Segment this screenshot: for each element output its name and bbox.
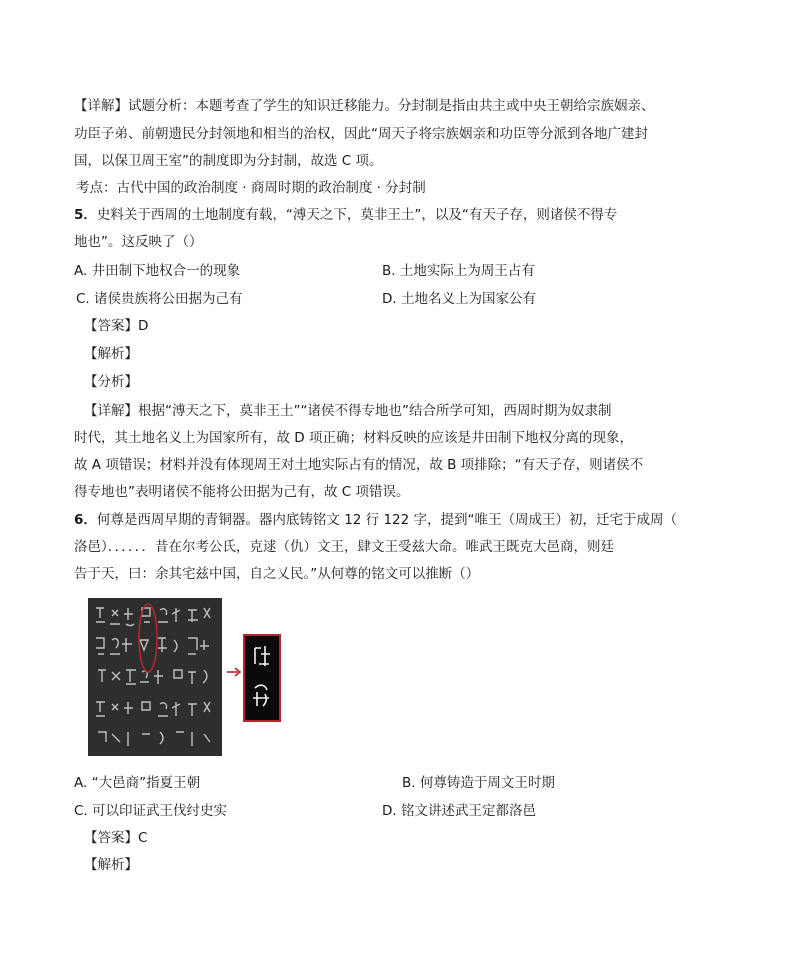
q6-number: 6．	[74, 512, 97, 528]
q5-option-c[interactable]: C. 诸侯贵族将公田据为己有	[76, 291, 243, 307]
prev-detail-line1: 【详解】试题分析：本题考查了学生的知识迁移能力。分封制是指由共主或中央王朝给宗族姻亲、	[74, 98, 655, 114]
q5-stem-text1: 史料关于西周的土地制度有载，“溥天之下，莫非王土”，以及“有天子存，则诸侯不得专	[96, 207, 618, 223]
prev-detail-line2: 功臣子弟、前朝遗民分封领地和相当的治权，因此“周天子将宗族姻亲和功臣等分派到各地广建封	[74, 126, 648, 142]
q5-number: 5．	[74, 207, 97, 223]
prev-kaodian: 考点：古代中国的政治制度 · 商周时期的政治制度 · 分封制	[76, 180, 426, 196]
q6-stem-line1	[74, 510, 677, 530]
arrow-right-icon	[226, 666, 242, 682]
q6-stem-line3: 告于天，曰：余其宅兹中国，自之乂民。”从何尊的铭文可以推断（）	[74, 566, 480, 582]
q6-option-d[interactable]: D. 铭文讲述武王定都洛邑	[382, 803, 536, 819]
q6-option-a[interactable]: A. “大邑商”指夏王朝	[74, 775, 201, 791]
bronze-inscription-rubbing-icon	[88, 598, 222, 756]
q5-stem-line2: 地也”。这反映了（）	[74, 234, 203, 250]
prev-detail-line3: 国，以保卫周王室”的制度即为分封制，故选 C 项。	[74, 153, 383, 169]
q5-jiexi: 【解析】	[84, 346, 138, 362]
q5-detail-line3: 故 A 项错误；材料并没有体现周王对土地实际占有的情况，故 B 项排除；“有天子存，则诸侯不	[74, 457, 644, 473]
q5-detail-line2: 时代，其土地名义上为国家所有，故 D 项正确；材料反映的应该是井田制下地权分离的现象，	[74, 430, 633, 446]
enlarged-characters-icon	[243, 634, 281, 722]
q5-fenxi: 【分析】	[84, 374, 138, 390]
q6-stem-text1: 何尊是西周早期的青铜器。器内底铸铭文 12 行 122 字，提到“唯王（周成王）初，迁宅于成周（	[96, 512, 678, 528]
q6-stem-line2: 洛邑）．．．．．．昔在尔考公氏，克逑（仇）文王，肆文王受兹大命。唯武王既克大邑商，则廷	[74, 539, 614, 555]
q6-jiexi: 【解析】	[84, 857, 138, 873]
q5-option-d[interactable]: D. 土地名义上为国家公有	[382, 291, 536, 307]
q5-detail-line1: 【详解】根据“溥天之下，莫非王土”“诸侯不得专地也”结合所学可知，西周时期为奴隶制	[84, 403, 612, 419]
q5-answer: 【答案】D	[84, 318, 149, 334]
q6-option-c[interactable]: C. 可以印证武王伐纣史实	[74, 803, 228, 819]
q5-stem-line1	[74, 205, 617, 225]
q5-detail-line4: 得专地也”表明诸侯不能将公田据为己有，故 C 项错误。	[74, 484, 410, 500]
q6-answer: 【答案】C	[84, 830, 148, 846]
q6-option-b[interactable]: B. 何尊铸造于周文王时期	[402, 775, 555, 791]
q5-option-b[interactable]: B. 土地实际上为周王占有	[382, 263, 535, 279]
q5-option-a[interactable]: A. 井田制下地权合一的现象	[74, 263, 241, 279]
